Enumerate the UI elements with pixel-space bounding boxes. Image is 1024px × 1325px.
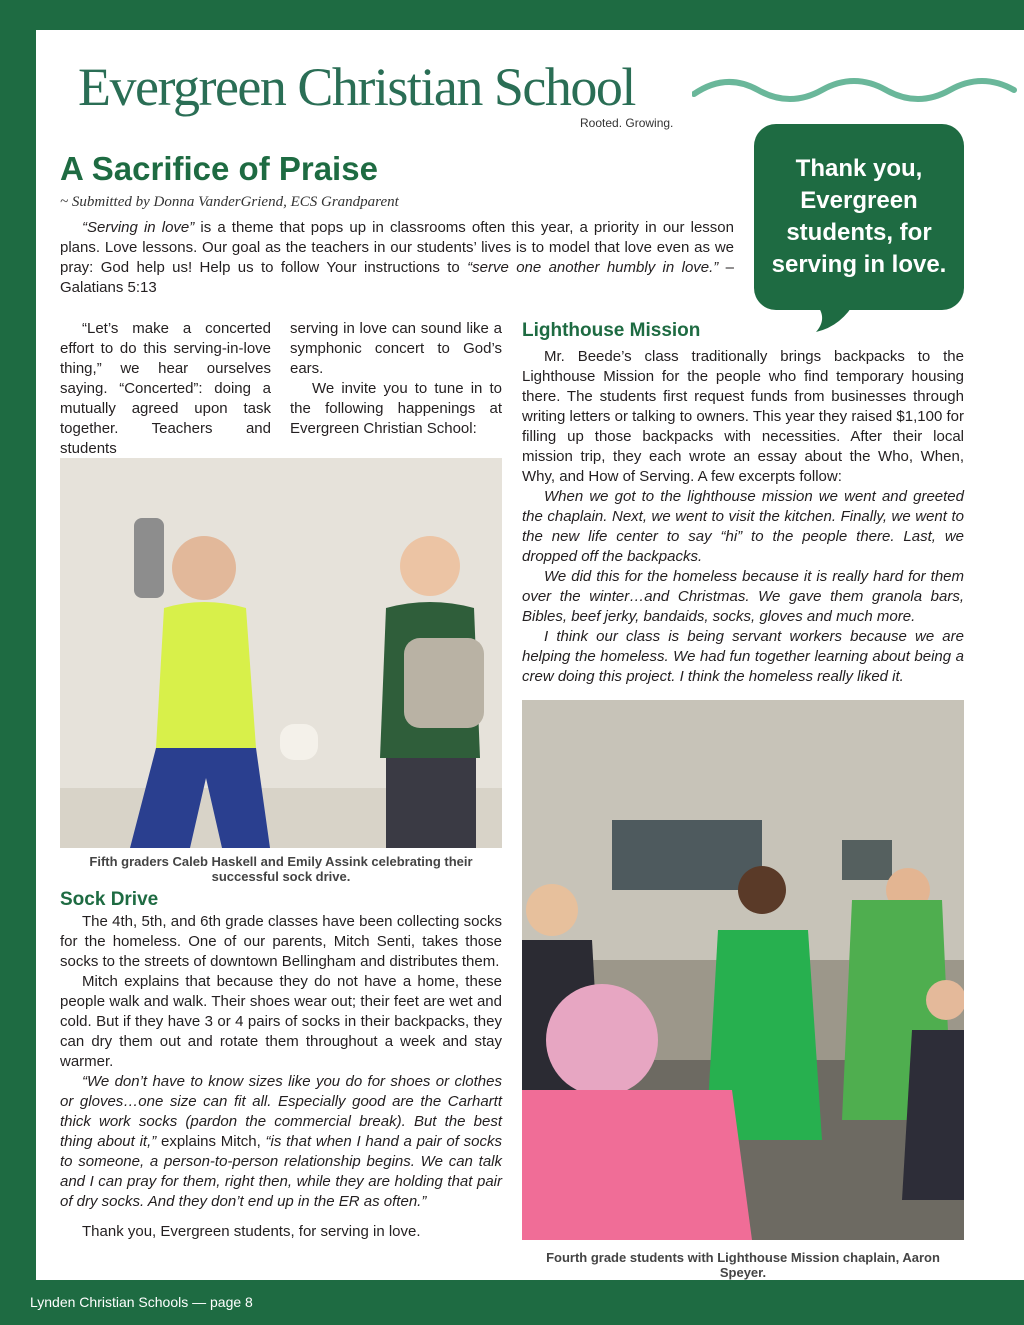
sock-drive-photo: [60, 458, 502, 848]
sock-quote-paragraph: [60, 1072, 502, 1212]
callout-bubble: [754, 124, 964, 310]
page: [36, 30, 1024, 1280]
col2-paragraph-2: We invite you to tune in to the following happenings at Evergreen Christian School:: [290, 380, 502, 437]
photo-illustration: [522, 700, 964, 1240]
column-1: [60, 319, 271, 459]
intro-quote-1: “Serving in love”: [82, 219, 195, 236]
masthead-tagline: Rooted. Growing.: [580, 116, 674, 130]
article-intro: [60, 218, 734, 298]
sock-paragraph-1: The 4th, 5th, and 6th grade classes have been collecting socks for the homeless. One of our parents, Mitch Senti, takes those socks to the streets of downtown Bellingham and distributes them.: [60, 913, 502, 970]
lighthouse-excerpt-1: When we got to the lighthouse mission we went and greeted the chaplain. Next, we went to visit the kitchen. Finally, we went to the new life center to say “hi” to the people there. Last, we dropped off the backpacks.: [522, 488, 964, 565]
lighthouse-paragraph: Mr. Beede’s class traditionally brings backpacks to the Lighthouse Mission for the people who find temporary housing there. The students first request funds from businesses through writing letters or talking to owners. This year they raised $1,100 for filling up those backpacks with necessities. After their local mission trip, they each wrote an essay about the Who, When, Why, and How of Serving. A few excerpts follow:: [522, 348, 964, 485]
lighthouse-section: [522, 319, 964, 687]
lighthouse-excerpt-3: I think our class is being servant workers because we are helping the homeless. We had fun together learning about being a crew doing this project. I think the homeless really liked it.: [522, 628, 964, 685]
article-title: A Sacrifice of Praise: [60, 150, 378, 187]
callout-text: Thank you, Evergreen students, for serving in love.: [771, 155, 947, 278]
intro-text-2: – Galatians 5:13: [60, 259, 735, 296]
lighthouse-photo-caption: Fourth grade students with Lighthouse Mission chaplain, Aaron Speyer.: [546, 1250, 940, 1280]
sock-quote-2: “is that when I hand a pair of socks to someone, a person-to-person relationship begins. We can talk and I can pray for them, right then, while they are holding that pair of dry socks. And they don’t end up in the ER as often.”: [60, 1133, 502, 1210]
lighthouse-heading: Lighthouse Mission: [522, 320, 701, 341]
photo-illustration: [60, 458, 502, 848]
column-2: [290, 319, 502, 439]
sock-quote-mid: explains Mitch,: [156, 1133, 266, 1150]
intro-quote-2: “serve one another humbly in love.”: [467, 259, 719, 276]
col1-paragraph: “Let’s make a concerted effort to do this serving-in-love thing,” we hear ourselves saying. “Concerted”: doing a mutually agreed upon task together. Teachers and students: [60, 320, 271, 457]
col2-paragraph-1: serving in love can sound like a symphonic concert to God’s ears.: [290, 320, 502, 377]
sock-paragraph-2: Mitch explains that because they do not have a home, these people walk and walk. Their shoes wear out; their feet are wet and cold. But if they have 3 or 4 pairs of socks in their backpacks, they can dry them out and rotate them throughout a week and stay warmer.: [60, 973, 502, 1070]
sock-closing: Thank you, Evergreen students, for serving in love.: [82, 1223, 421, 1240]
lighthouse-excerpt-2: We did this for the homeless because it is really hard for them over the winter…and Christmas. We gave them granola bars, Bibles, beef jerky, bandaids, socks, gloves and much more.: [522, 568, 964, 625]
intro-text-1: is a theme that pops up in classrooms often this year, a priority in our lesson plans. Love lessons. Our goal as the teachers in our students’ lives is to model that love even as we pray: God help us! Help us to follow Your instructions to: [60, 219, 734, 276]
sock-drive-heading: Sock Drive: [60, 889, 159, 910]
wave-decoration: [692, 70, 1024, 110]
sock-drive-section: [60, 888, 502, 1242]
sock-quote-1: “We don’t have to know sizes like you do for shoes or clothes or gloves…one size can fit all. Especially good are the Carhartt thick work socks (pardon the commercial break). But the best thing about it,”: [60, 1073, 502, 1150]
sock-drive-photo-caption: Fifth graders Caleb Haskell and Emily Assink celebrating their successful sock drive.: [89, 854, 473, 884]
lighthouse-photo: [522, 700, 964, 1240]
article-byline: ~ Submitted by Donna VanderGriend, ECS Grandparent: [60, 194, 399, 210]
page-footer: Lynden Christian Schools — page 8: [30, 1294, 253, 1310]
masthead-title: Evergreen Christian School: [78, 57, 635, 117]
